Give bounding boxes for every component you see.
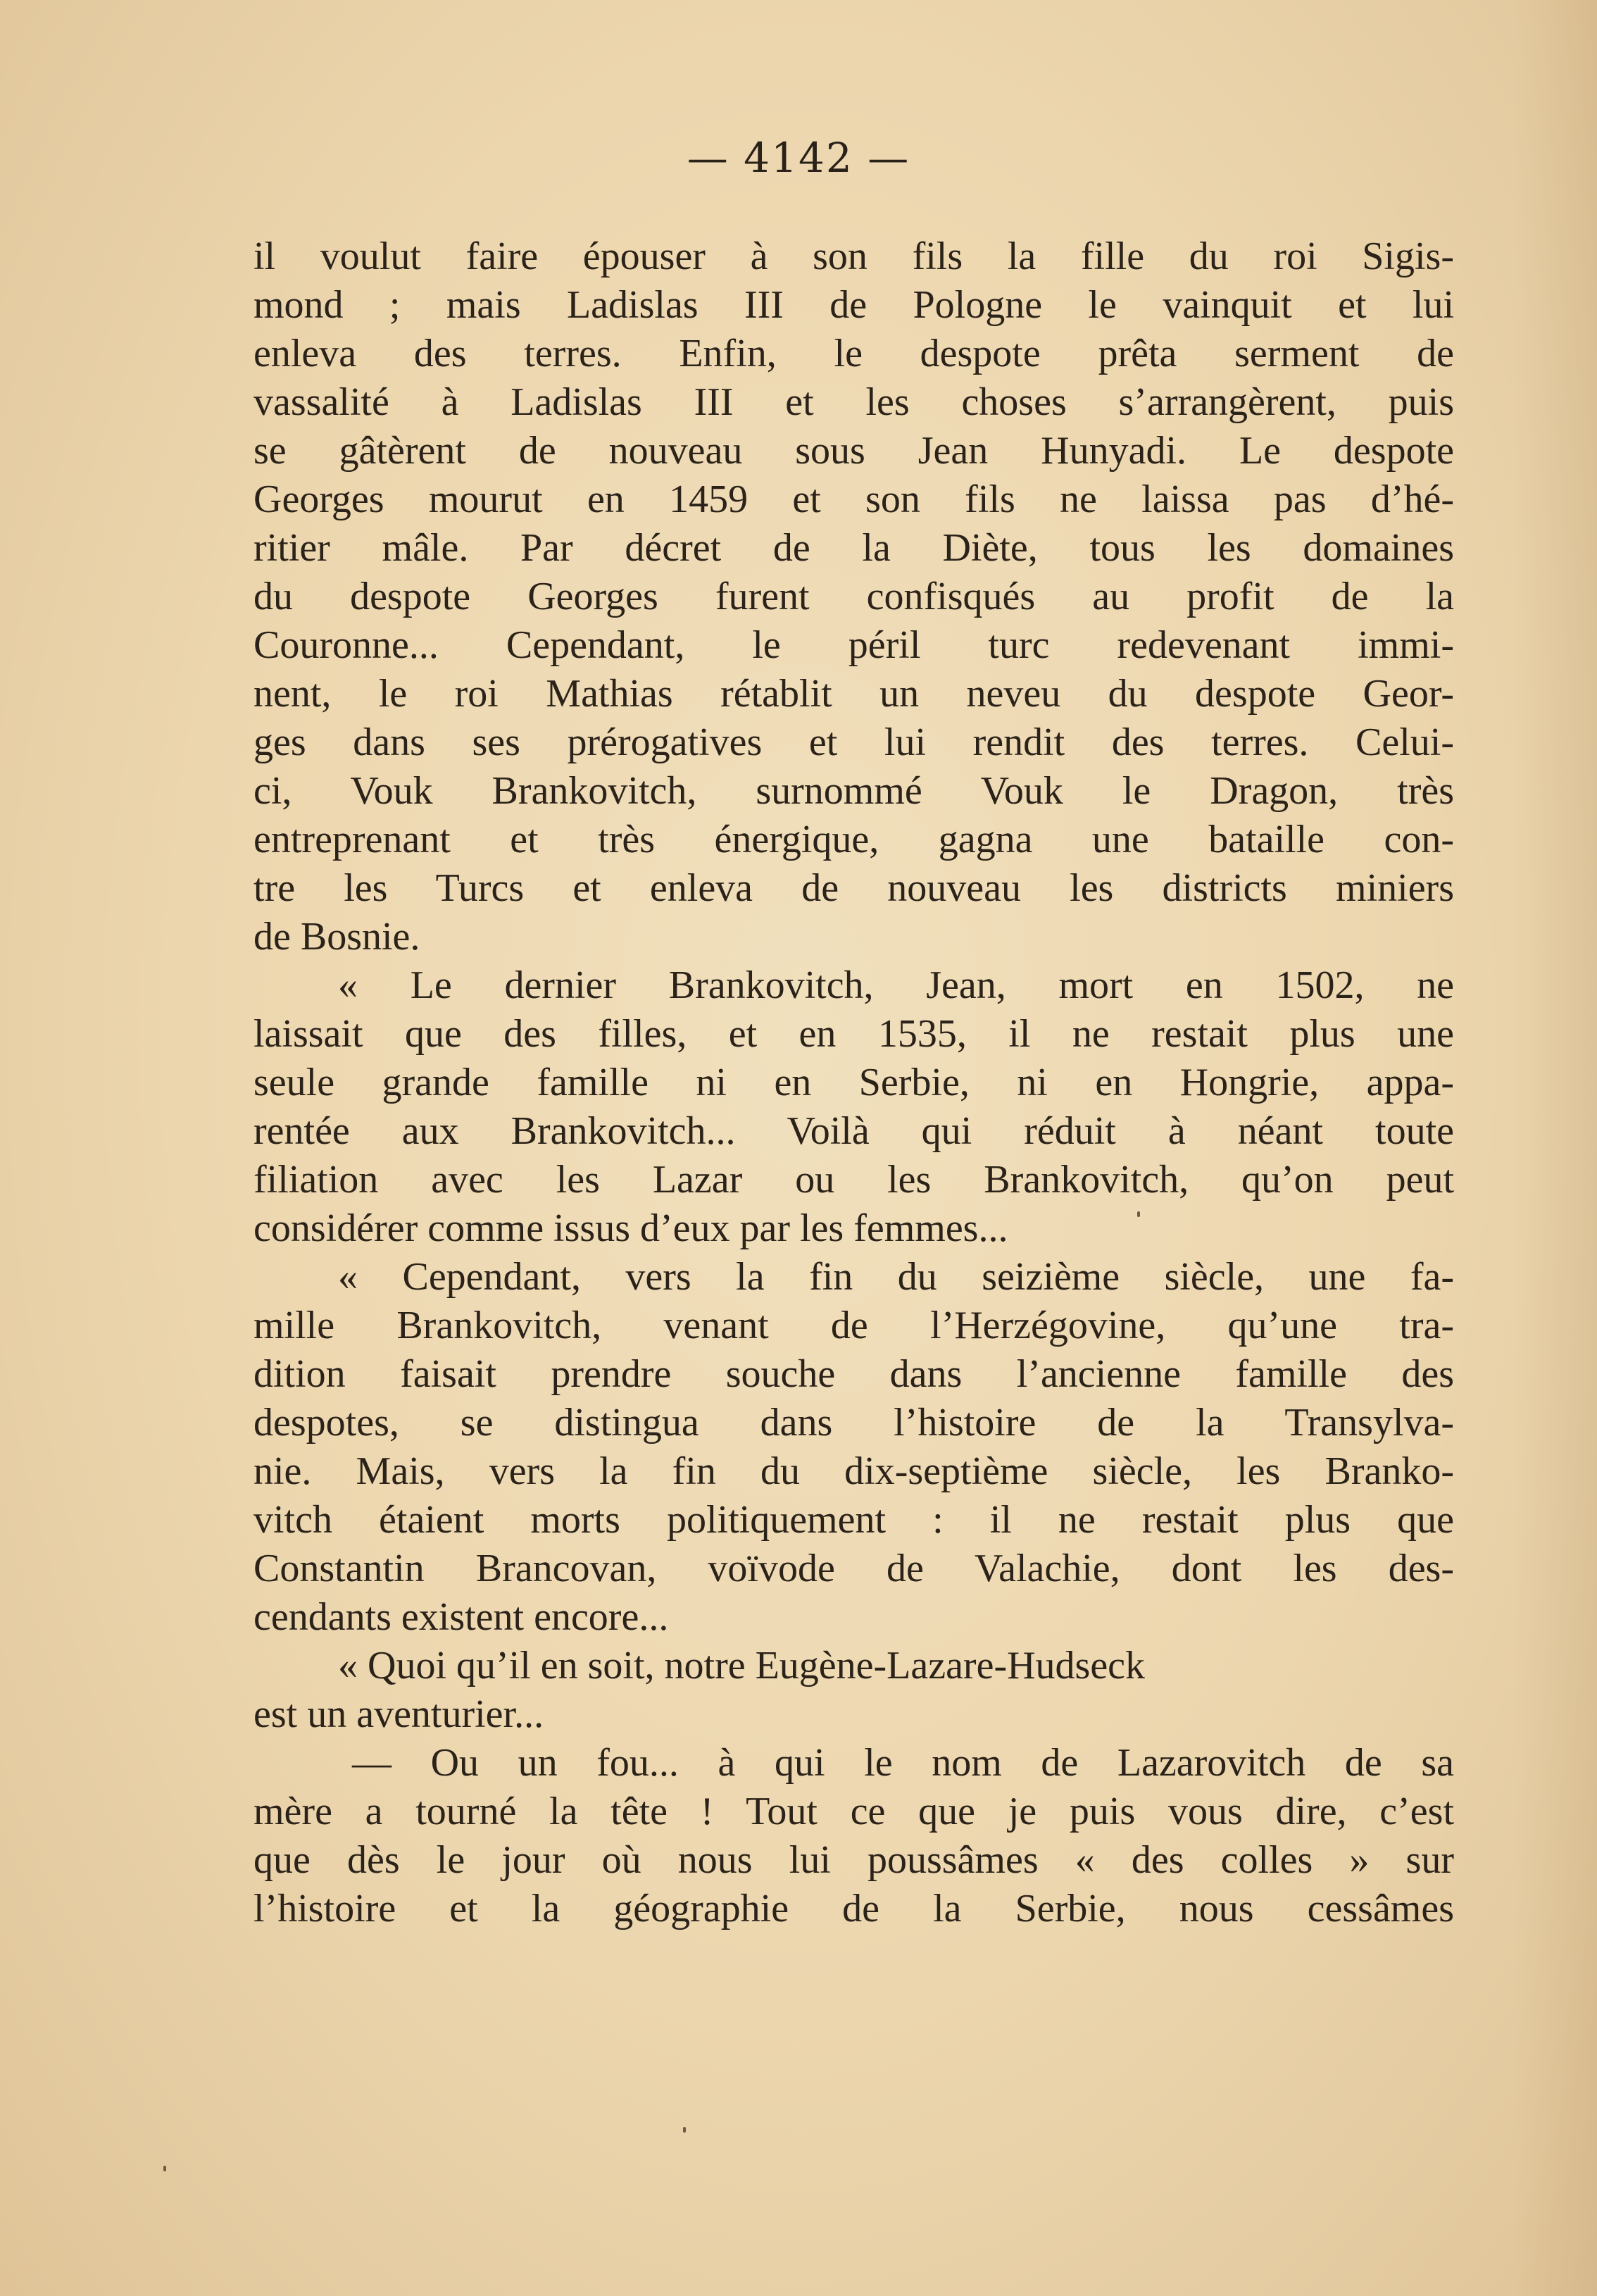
text-line: se gâtèrent de nouveau sous Jean Hunyadi. Le despote (253, 429, 1454, 473)
text-line: seule grande famille ni en Serbie, ni en Hongrie, appa- (253, 1061, 1454, 1104)
text-line: considérer comme issus d’eux par les femmes... (253, 1206, 1008, 1250)
text-line: ci, Vouk Brankovitch, surnommé Vouk le Dragon, très (253, 769, 1454, 813)
text-line: Constantin Brancovan, voïvode de Valachie, dont les des- (253, 1547, 1454, 1590)
paper-speck (1137, 1211, 1140, 1217)
text-line: tre les Turcs et enleva de nouveau les districts miniers (253, 866, 1454, 910)
text-line: nent, le roi Mathias rétablit un neveu du despote Geor- (253, 672, 1454, 716)
text-line: vitch étaient morts politiquement : il ne restait plus que (253, 1498, 1454, 1542)
text-line: « Quoi qu’il en soit, notre Eugène-Lazare-Hudseck (338, 1644, 1146, 1687)
text-line: entreprenant et très énergique, gagna une bataille con- (253, 818, 1454, 861)
text-line: nie. Mais, vers la fin du dix-septième siècle, les Branko- (253, 1449, 1454, 1493)
text-line: de Bosnie. (253, 915, 420, 959)
text-line: laissait que des filles, et en 1535, il ne restait plus une (253, 1012, 1454, 1056)
text-line: vassalité à Ladislas III et les choses s’arrangèrent, puis (253, 380, 1454, 424)
page-edge-shadow (1513, 0, 1597, 2296)
text-line: dition faisait prendre souche dans l’ancienne famille des (253, 1352, 1454, 1396)
body-text (253, 232, 1454, 1933)
text-line: — Ou un fou... à qui le nom de Lazarovitch de sa (352, 1741, 1454, 1785)
text-line: est un aventurier... (253, 1692, 544, 1736)
text-line: filiation avec les Lazar ou les Brankovitch, qu’on peut (253, 1158, 1454, 1202)
text-line: il voulut faire épouser à son fils la fille du roi Sigis- (253, 235, 1454, 278)
text-line: enleva des terres. Enfin, le despote prêta serment de (253, 332, 1454, 375)
text-line: ritier mâle. Par décret de la Diète, tous les domaines (253, 526, 1454, 570)
text-line: cendants existent encore... (253, 1595, 669, 1639)
page-number: — 4142 — (687, 134, 910, 182)
text-line: « Cependant, vers la fin du seizième siècle, une fa- (338, 1255, 1454, 1299)
paper-speck (163, 2166, 166, 2171)
text-line: l’histoire et la géographie de la Serbie, nous cessâmes (253, 1887, 1454, 1930)
text-line: Couronne... Cependant, le péril turc redevenant immi- (253, 623, 1454, 667)
paper-speck (683, 2127, 686, 2133)
text-line: mille Brankovitch, venant de l’Herzégovine, qu’une tra- (253, 1304, 1454, 1347)
text-line: despotes, se distingua dans l’histoire de la Transylva- (253, 1401, 1454, 1445)
text-line: que dès le jour où nous lui poussâmes « des colles » sur (253, 1838, 1454, 1882)
text-line: mond ; mais Ladislas III de Pologne le vainquit et lui (253, 283, 1454, 327)
text-line: Georges mourut en 1459 et son fils ne laissa pas d’hé- (253, 478, 1454, 521)
text-line: rentée aux Brankovitch... Voilà qui réduit à néant toute (253, 1109, 1454, 1153)
text-line: du despote Georges furent confisqués au profit de la (253, 575, 1454, 618)
text-line: mère a tourné la tête ! Tout ce que je puis vous dire, c’est (253, 1790, 1454, 1833)
text-line: ges dans ses prérogatives et lui rendit des terres. Celui- (253, 720, 1454, 764)
text-line: « Le dernier Brankovitch, Jean, mort en 1502, ne (338, 963, 1454, 1007)
